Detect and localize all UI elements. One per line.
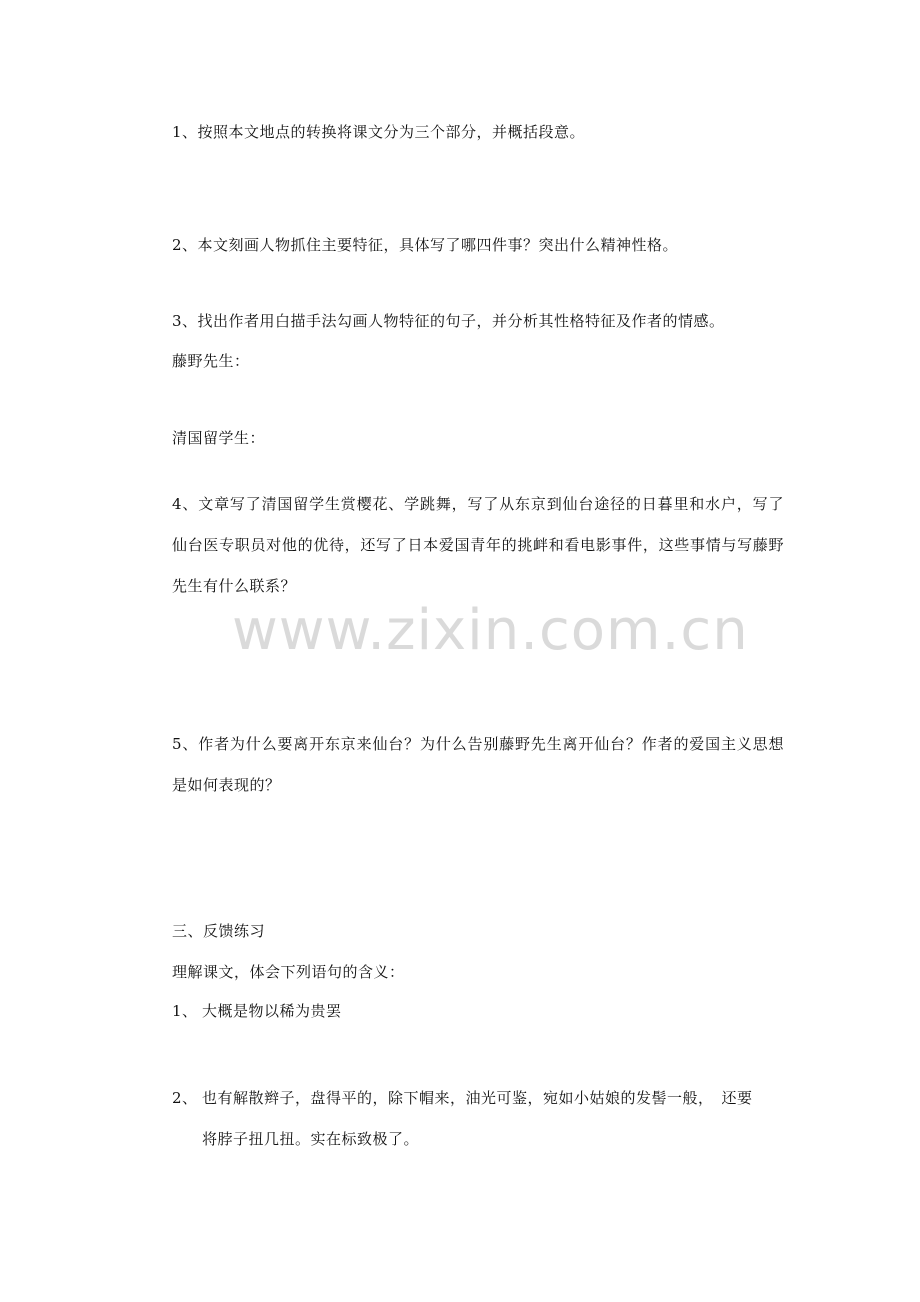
section-intro: 理解课文，体会下列语句的含义： <box>172 963 405 981</box>
section-title: 三、反馈练习 <box>172 922 266 940</box>
exercise-item-2-number: 2、 <box>172 1089 198 1107</box>
question-5: 5、作者为什么要离开东京来仙台？为什么告别藤野先生离开仙台？作者的爱国主义思想是如何表现的？ <box>172 735 784 794</box>
exercise-item-2 <box>172 1078 784 1160</box>
exercise-item-2-continuation: 将脖子扭几扭。实在标致极了。 <box>202 1130 420 1148</box>
question-3: 3、找出作者用白描手法勾画人物特征的句子，并分析其性格特征及作者的情感。 <box>172 312 725 330</box>
answer-label-students: 清国留学生： <box>172 429 266 447</box>
question-1: 1、按照本文地点的转换将课文分为三个部分，并概括段意。 <box>172 123 586 141</box>
question-4: 4、文章写了清国留学生赏樱花、学跳舞，写了从东京到仙台途径的日暮里和水户，写了仙台医专职员对他的优待，还写了日本爱国青年的挑衅和看电影事件，这些事情与写藤野先生有什么联系？ <box>172 495 784 595</box>
answer-label-fujino: 藤野先生： <box>172 352 250 370</box>
exercise-item-1-number: 1、 <box>172 1002 198 1020</box>
exercise-item-1 <box>172 1001 342 1021</box>
exercise-item-2-text: 也有解散辫子，盘得平的，除下帽来，油光可鉴，宛如小姑娘的发髻一般， 还要 <box>202 1089 753 1107</box>
question-2: 2、本文刻画人物抓住主要特征，具体写了哪四件事？突出什么精神性格。 <box>172 236 679 254</box>
exercise-item-1-text: 大概是物以稀为贵罢 <box>202 1002 342 1020</box>
watermark: www.zixin.com.cn <box>232 598 749 663</box>
